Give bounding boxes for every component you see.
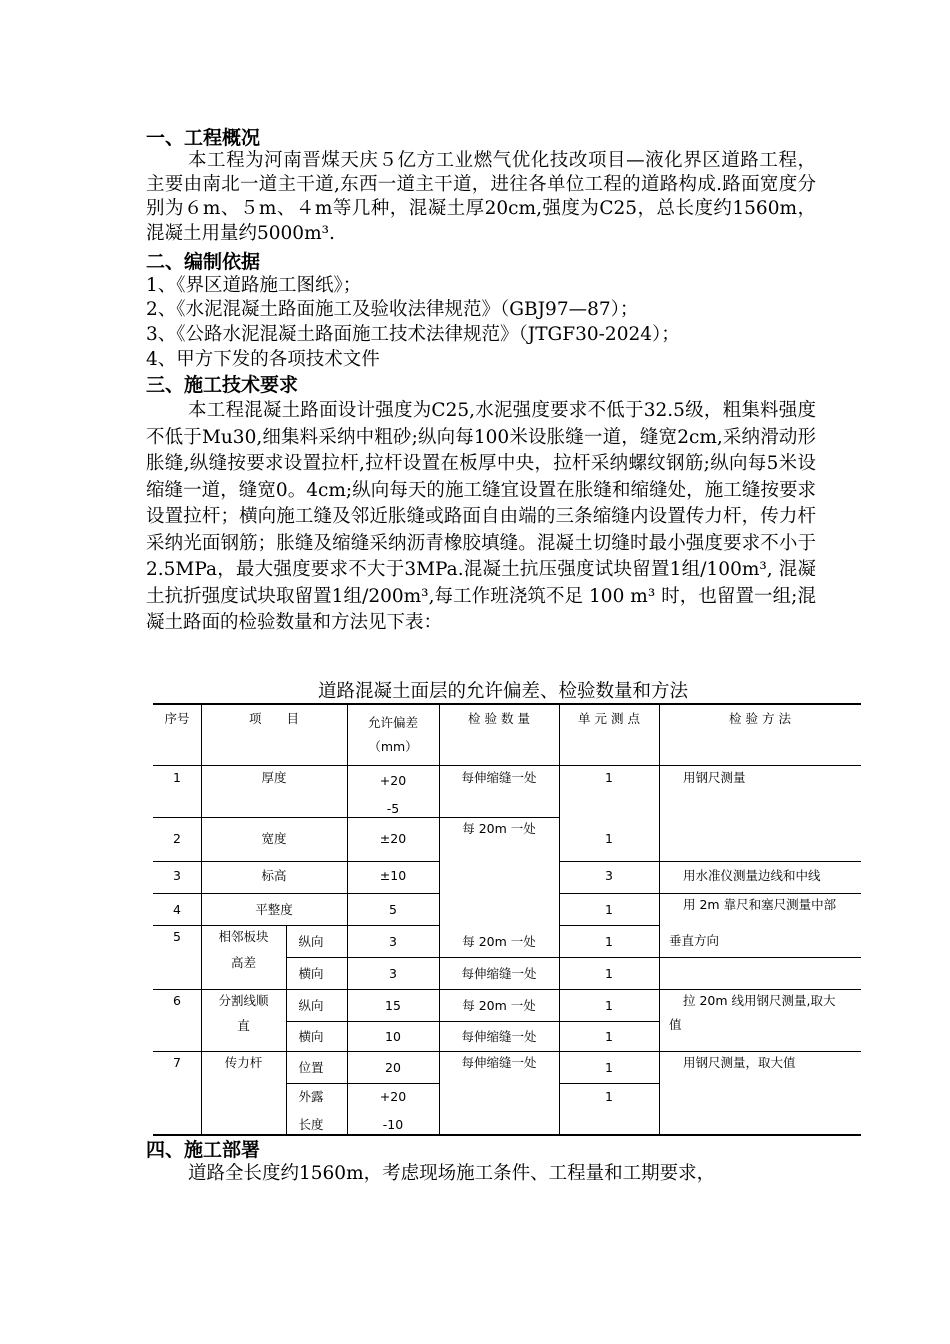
table-rule [559,893,861,894]
row7-sub2-line2: 长度 [298,1117,324,1132]
row2-points: 1 [605,831,613,846]
row4-item: 平整度 [255,902,293,917]
table-rule [153,989,861,990]
header-method: 检 验 方 法 [729,711,791,726]
row5-item-line2: 高差 [230,955,256,970]
section-paragraph-3: 本工程混凝土路面设计强度为C25,水泥强度要求不低于32.5级，粗集料强度不低于Mu30,细集料采纳中粗砂;纵向每100米设胀缝一道，缝宽2cm,采纳滑动形胀缝,纵缝按要求设置拉杆,拉杆设置在板厚中央，拉杆采纳螺纹钢筋;纵向每5米设缩缝一道，缝宽0。4cm;纵向每天的施工缝宜设置在胀缝和缩缝处，施工缝按要求设置拉杆；横向施工缝及邻近胀缝或路面自由端的三条缩缝内设置传力杆，传力杆采纳光面钢筋；胀缝及缩缝采纳沥青橡胶填缝。混凝土切缝时最小强度要求不小于2.5MPa，最大强度要求不大于3MPa.混凝土抗压强度试块留置1组/100m³, 混凝土抗折强度试块取留置1组/200m³,每工作班浇筑不足 100 m³ 时，也留置一组;混凝土路面的检验数量和方法见下表： [146,400,816,633]
row7-sub1: 位置 [298,1060,324,1075]
row3-points: 3 [605,868,613,883]
table-rule [286,957,861,958]
table-rule [153,893,439,894]
row1-method: 用钢尺测量 [683,770,746,785]
row3-item: 标高 [261,868,287,883]
table-rule [286,1083,439,1084]
basis-item: 3、《公路水泥混凝土路面施工技术法律规范》（JTGF30-2024）； [146,324,680,345]
row6-points1: 1 [605,998,613,1013]
row2-qty: 每 20m 一处 [462,821,536,836]
row5-item-line1: 相邻板块 [218,929,269,944]
row6-points2: 1 [605,1029,613,1044]
row1-no: 1 [173,770,181,785]
table-rule [559,861,861,862]
row3-no: 3 [173,868,181,883]
row5-no: 5 [173,929,181,944]
row5-points2: 1 [605,966,613,981]
table-bottom-border [153,1134,861,1136]
row6-sub1: 纵向 [298,998,324,1013]
row7-tolerance1: 20 [385,1060,401,1075]
section-heading-4: 四、施工部署 [146,1139,261,1161]
row4-method-line1: 用 2m 靠尺和塞尺测量中部 [683,897,837,912]
row2-tolerance: ±20 [379,831,407,846]
row6-method-line1: 拉 20m 线用钢尺测量,取大 [683,993,836,1008]
row1-points: 1 [605,770,613,785]
row7-qty: 每伸缩缝一处 [461,1055,537,1070]
row3-tolerance: ±10 [379,868,407,883]
basis-item: 1、《界区道路施工图纸》； [146,275,362,296]
row6-qty1: 每 20m 一处 [462,998,536,1013]
row4-method-line2: 垂直方向 [669,933,720,948]
row5-qty1: 每 20m 一处 [462,934,536,949]
row5-sub1: 纵向 [298,934,324,949]
row6-qty2: 每伸缩缝一处 [461,1029,537,1044]
row6-tolerance2: 10 [385,1029,401,1044]
table-caption: 道路混凝土面层的允许偏差、检验数量和方法 [317,681,688,702]
table-rule [153,861,439,862]
row7-no: 7 [173,1055,181,1070]
row1-tolerance-lower: -5 [386,801,400,816]
row1-qty: 每伸缩缝一处 [461,770,537,785]
inspection-table [153,703,861,1136]
section-heading-1: 一、工程概况 [146,127,261,149]
row2-no: 2 [173,831,181,846]
row4-no: 4 [173,902,181,917]
row5-points1: 1 [605,934,613,949]
row5-sub2: 横向 [298,966,324,981]
section-heading-2: 二、编制依据 [146,251,261,273]
row2-item: 宽度 [261,831,287,846]
table-rule [153,1051,861,1052]
row5-tolerance1: 3 [389,934,397,949]
section-paragraph-4: 道路全长度约1560m，考虑现场施工条件、工程量和工期要求， [188,1163,716,1184]
row7-points1: 1 [605,1060,613,1075]
table-top-border [153,703,861,705]
row1-item: 厚度 [261,770,287,785]
header-points: 单 元 测 点 [578,711,640,726]
row5-tolerance2: 3 [389,966,397,981]
row5-qty2: 每伸缩缝一处 [461,966,537,981]
row7-tolerance2-lower: -10 [382,1117,404,1132]
row7-method: 用钢尺测量，取大值 [683,1055,796,1070]
row6-item-line2: 直 [237,1018,250,1033]
row7-tolerance2-upper: +20 [379,1089,407,1104]
row6-tolerance1: 15 [385,998,401,1013]
row6-item-line1: 分割线顺 [218,993,269,1008]
row4-points: 1 [605,902,613,917]
basis-item: 2、《水泥混凝土路面施工及验收法律规范》（GBJ97—87）； [146,299,639,320]
table-rule [153,925,439,926]
table-rule [153,817,559,818]
section-paragraph-1: 本工程为河南晋煤天庆５亿方工业燃气优化技改项目—液化界区道路工程，主要由南北一道主干道,东西一道主干道，进往各单位工程的道路构成.路面宽度分别为６m、５m、４m等几种，混凝土厚20cm,强度为C25，总长度约1560m，混凝土用量约5000m³. [146,150,816,244]
row7-points2: 1 [605,1089,613,1104]
row6-method-line2: 值 [669,1017,682,1032]
row6-sub2: 横向 [298,1029,324,1044]
table-col-rule [659,703,660,1134]
row7-item: 传力杆 [224,1055,263,1070]
row3-method: 用水准仪测量边线和中线 [683,868,821,883]
section-heading-3: 三、施工技术要求 [146,374,299,396]
table-rule [559,925,659,926]
table-rule [559,1083,659,1084]
header-tolerance-unit: （mm） [368,739,418,754]
row6-no: 6 [173,993,181,1008]
header-no: 序号 [164,711,190,726]
table-rule [286,1021,659,1022]
row4-tolerance: 5 [389,902,397,917]
header-item: 项 目 [248,711,299,726]
basis-item: 4、甲方下发的各项技术文件 [146,349,380,370]
row1-tolerance-upper: +20 [379,773,407,788]
table-rule [153,765,861,766]
row7-sub2-line1: 外露 [298,1089,324,1104]
header-tolerance: 允许偏差 [367,715,418,730]
header-qty: 检 验 数 量 [468,711,530,726]
